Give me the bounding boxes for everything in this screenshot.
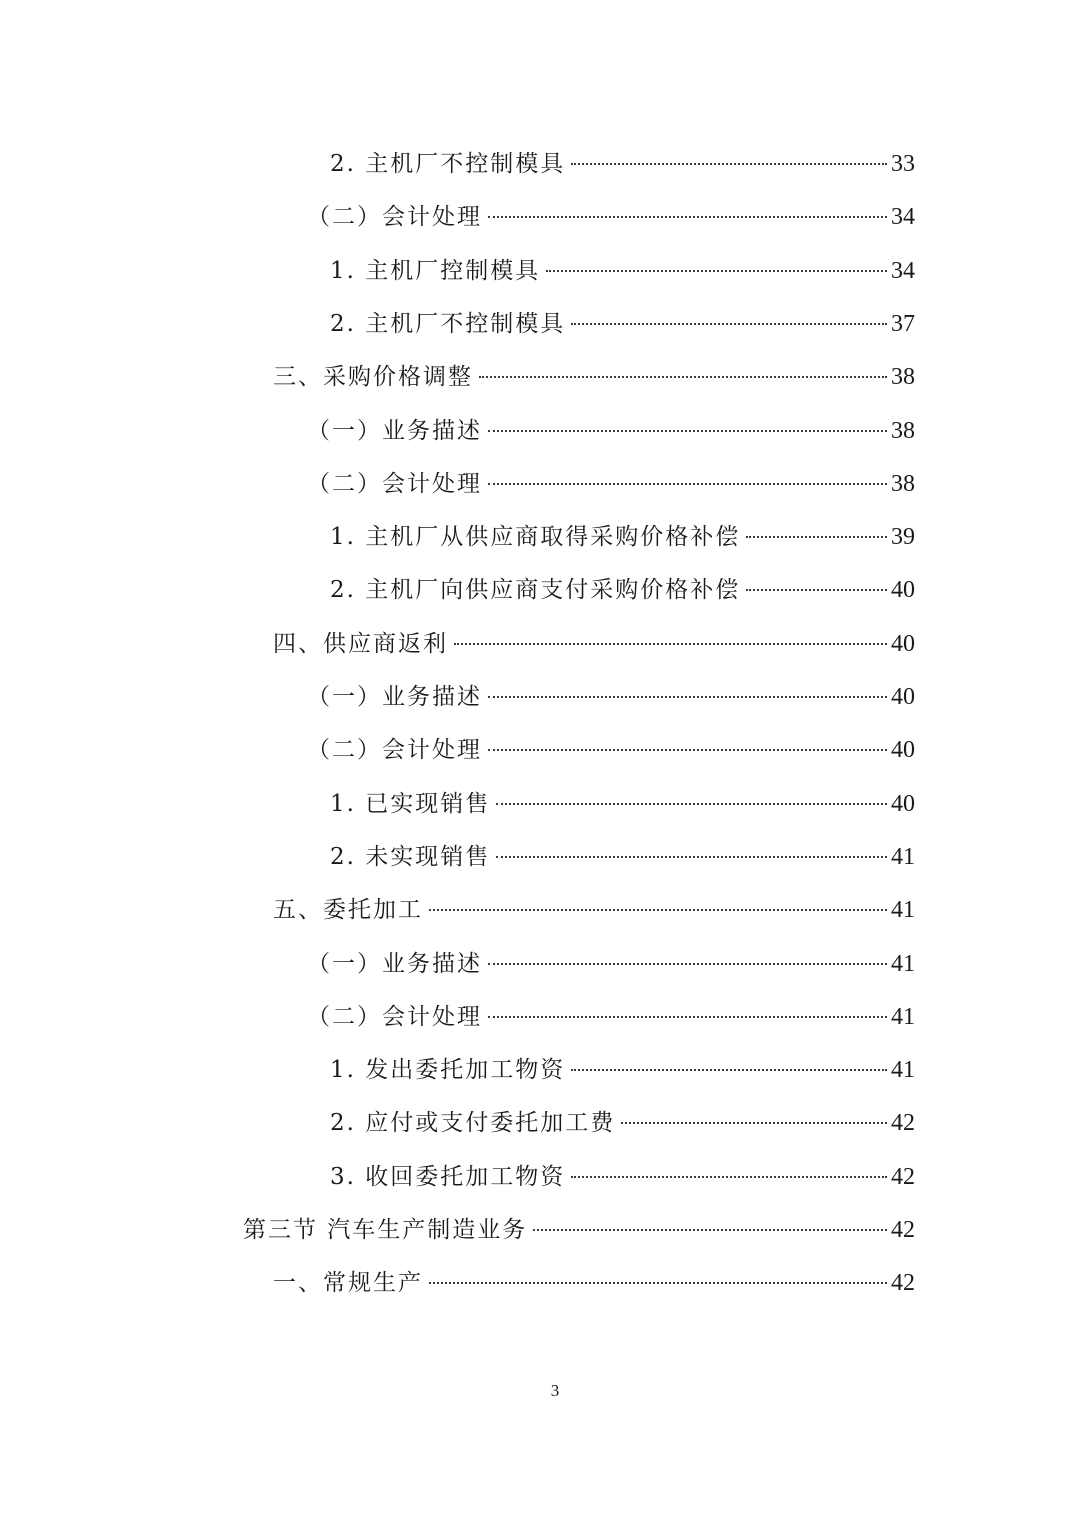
toc-entry-page: 40 [891, 790, 915, 817]
toc-entry-page: 41 [891, 1003, 915, 1030]
toc-entry [330, 517, 915, 557]
toc-entry-title: 1. 主机厂控制模具 [330, 257, 541, 284]
toc-dot-leader [746, 536, 887, 538]
toc-dot-leader [746, 589, 887, 591]
toc-dot-leader [488, 1016, 887, 1018]
toc-entry [330, 251, 915, 291]
toc-entry [307, 730, 915, 770]
toc-entry [330, 304, 915, 344]
toc-entry-title: 1. 发出委托加工物资 [330, 1057, 566, 1084]
toc-entry [330, 1050, 915, 1090]
toc-entry [330, 1103, 915, 1143]
toc-entry-title: （二）会计处理 [307, 204, 482, 231]
toc-entry-page: 40 [891, 630, 915, 657]
toc-entry-title: （一）业务描述 [307, 417, 482, 444]
toc-entry [307, 997, 915, 1037]
toc-entry-title: 1. 主机厂从供应商取得采购价格补偿 [330, 524, 741, 551]
toc-entry-title: 四、供应商返利 [273, 630, 448, 657]
toc-entry-page: 38 [891, 417, 915, 444]
toc-entry [307, 677, 915, 717]
toc-entry-page: 40 [891, 577, 915, 604]
toc-entry-title: 三、采购价格调整 [273, 364, 473, 391]
toc-entry [330, 837, 915, 877]
toc-entry [330, 1157, 915, 1197]
toc-entry-page: 41 [891, 1057, 915, 1084]
page-number: 3 [550, 1381, 560, 1400]
toc-entry-page: 40 [891, 684, 915, 710]
toc-dot-leader [496, 856, 887, 858]
toc-entry [273, 890, 915, 930]
toc-entry-title: 五、委托加工 [273, 897, 423, 924]
toc-dot-leader [488, 483, 887, 485]
toc-entry-title: 2. 未实现销售 [330, 843, 491, 870]
toc-entry-title: （一）业务描述 [307, 950, 482, 977]
toc-entry-page: 42 [891, 1163, 915, 1190]
toc-entry-page: 39 [891, 524, 915, 551]
toc-entry-page: 37 [891, 310, 915, 337]
toc-entry [307, 464, 915, 504]
toc-entry-page: 34 [891, 257, 915, 284]
toc-dot-leader [488, 216, 887, 218]
toc-dot-leader [488, 696, 887, 698]
toc-dot-leader [488, 963, 887, 965]
toc-entry-title: 2. 主机厂不控制模具 [330, 151, 566, 177]
toc-entry-page: 42 [891, 1217, 915, 1243]
toc-dot-leader [429, 1282, 887, 1284]
toc-entry-title: 2. 主机厂不控制模具 [330, 310, 566, 337]
toc-entry-page: 38 [891, 364, 915, 391]
toc-entry [243, 1210, 915, 1250]
toc-entry-page: 42 [891, 1110, 915, 1137]
toc-dot-leader [533, 1229, 887, 1231]
toc-entry-page: 42 [891, 1270, 915, 1297]
toc-entry-title: 2. 主机厂向供应商支付采购价格补偿 [330, 577, 741, 604]
toc-entry-page: 34 [891, 204, 915, 231]
toc-dot-leader [479, 376, 887, 378]
toc-entry-title: （二）会计处理 [307, 470, 482, 497]
toc-dot-leader [488, 430, 887, 432]
toc-entry [307, 411, 915, 451]
toc-entry-title: （二）会计处理 [307, 737, 482, 764]
toc-entry-page: 41 [891, 950, 915, 977]
toc-entry-page: 33 [891, 151, 915, 177]
toc-entry [307, 944, 915, 984]
toc-entry [273, 1263, 915, 1303]
toc-dot-leader [546, 270, 887, 272]
toc-entry-title: 3. 收回委托加工物资 [330, 1163, 566, 1190]
toc-entry-page: 40 [891, 737, 915, 764]
toc-entry [330, 144, 915, 184]
toc-entry [307, 197, 915, 237]
toc-dot-leader [571, 1069, 887, 1071]
toc-dot-leader [488, 749, 887, 751]
toc-dot-leader [571, 1176, 887, 1178]
toc-entry [330, 570, 915, 610]
toc-entry-page: 38 [891, 470, 915, 497]
toc-entry-page: 41 [891, 843, 915, 870]
toc-dot-leader [621, 1122, 887, 1124]
toc-entry-title: 第三节 汽车生产制造业务 [243, 1217, 528, 1243]
toc-entry-title: 一、常规生产 [273, 1270, 423, 1297]
toc-entry [273, 624, 915, 664]
toc-entry-title: （一）业务描述 [307, 684, 482, 710]
toc-dot-leader [571, 163, 887, 165]
toc-dot-leader [429, 909, 887, 911]
toc-entry [330, 784, 915, 824]
toc-entry-title: 2. 应付或支付委托加工费 [330, 1110, 616, 1137]
toc-dot-leader [454, 643, 887, 645]
toc-entry-title: （二）会计处理 [307, 1003, 482, 1030]
toc-dot-leader [496, 803, 887, 805]
toc-entry-page: 41 [891, 897, 915, 924]
toc-entry-title: 1. 已实现销售 [330, 790, 491, 817]
toc-dot-leader [571, 323, 887, 325]
toc-entry [273, 357, 915, 397]
